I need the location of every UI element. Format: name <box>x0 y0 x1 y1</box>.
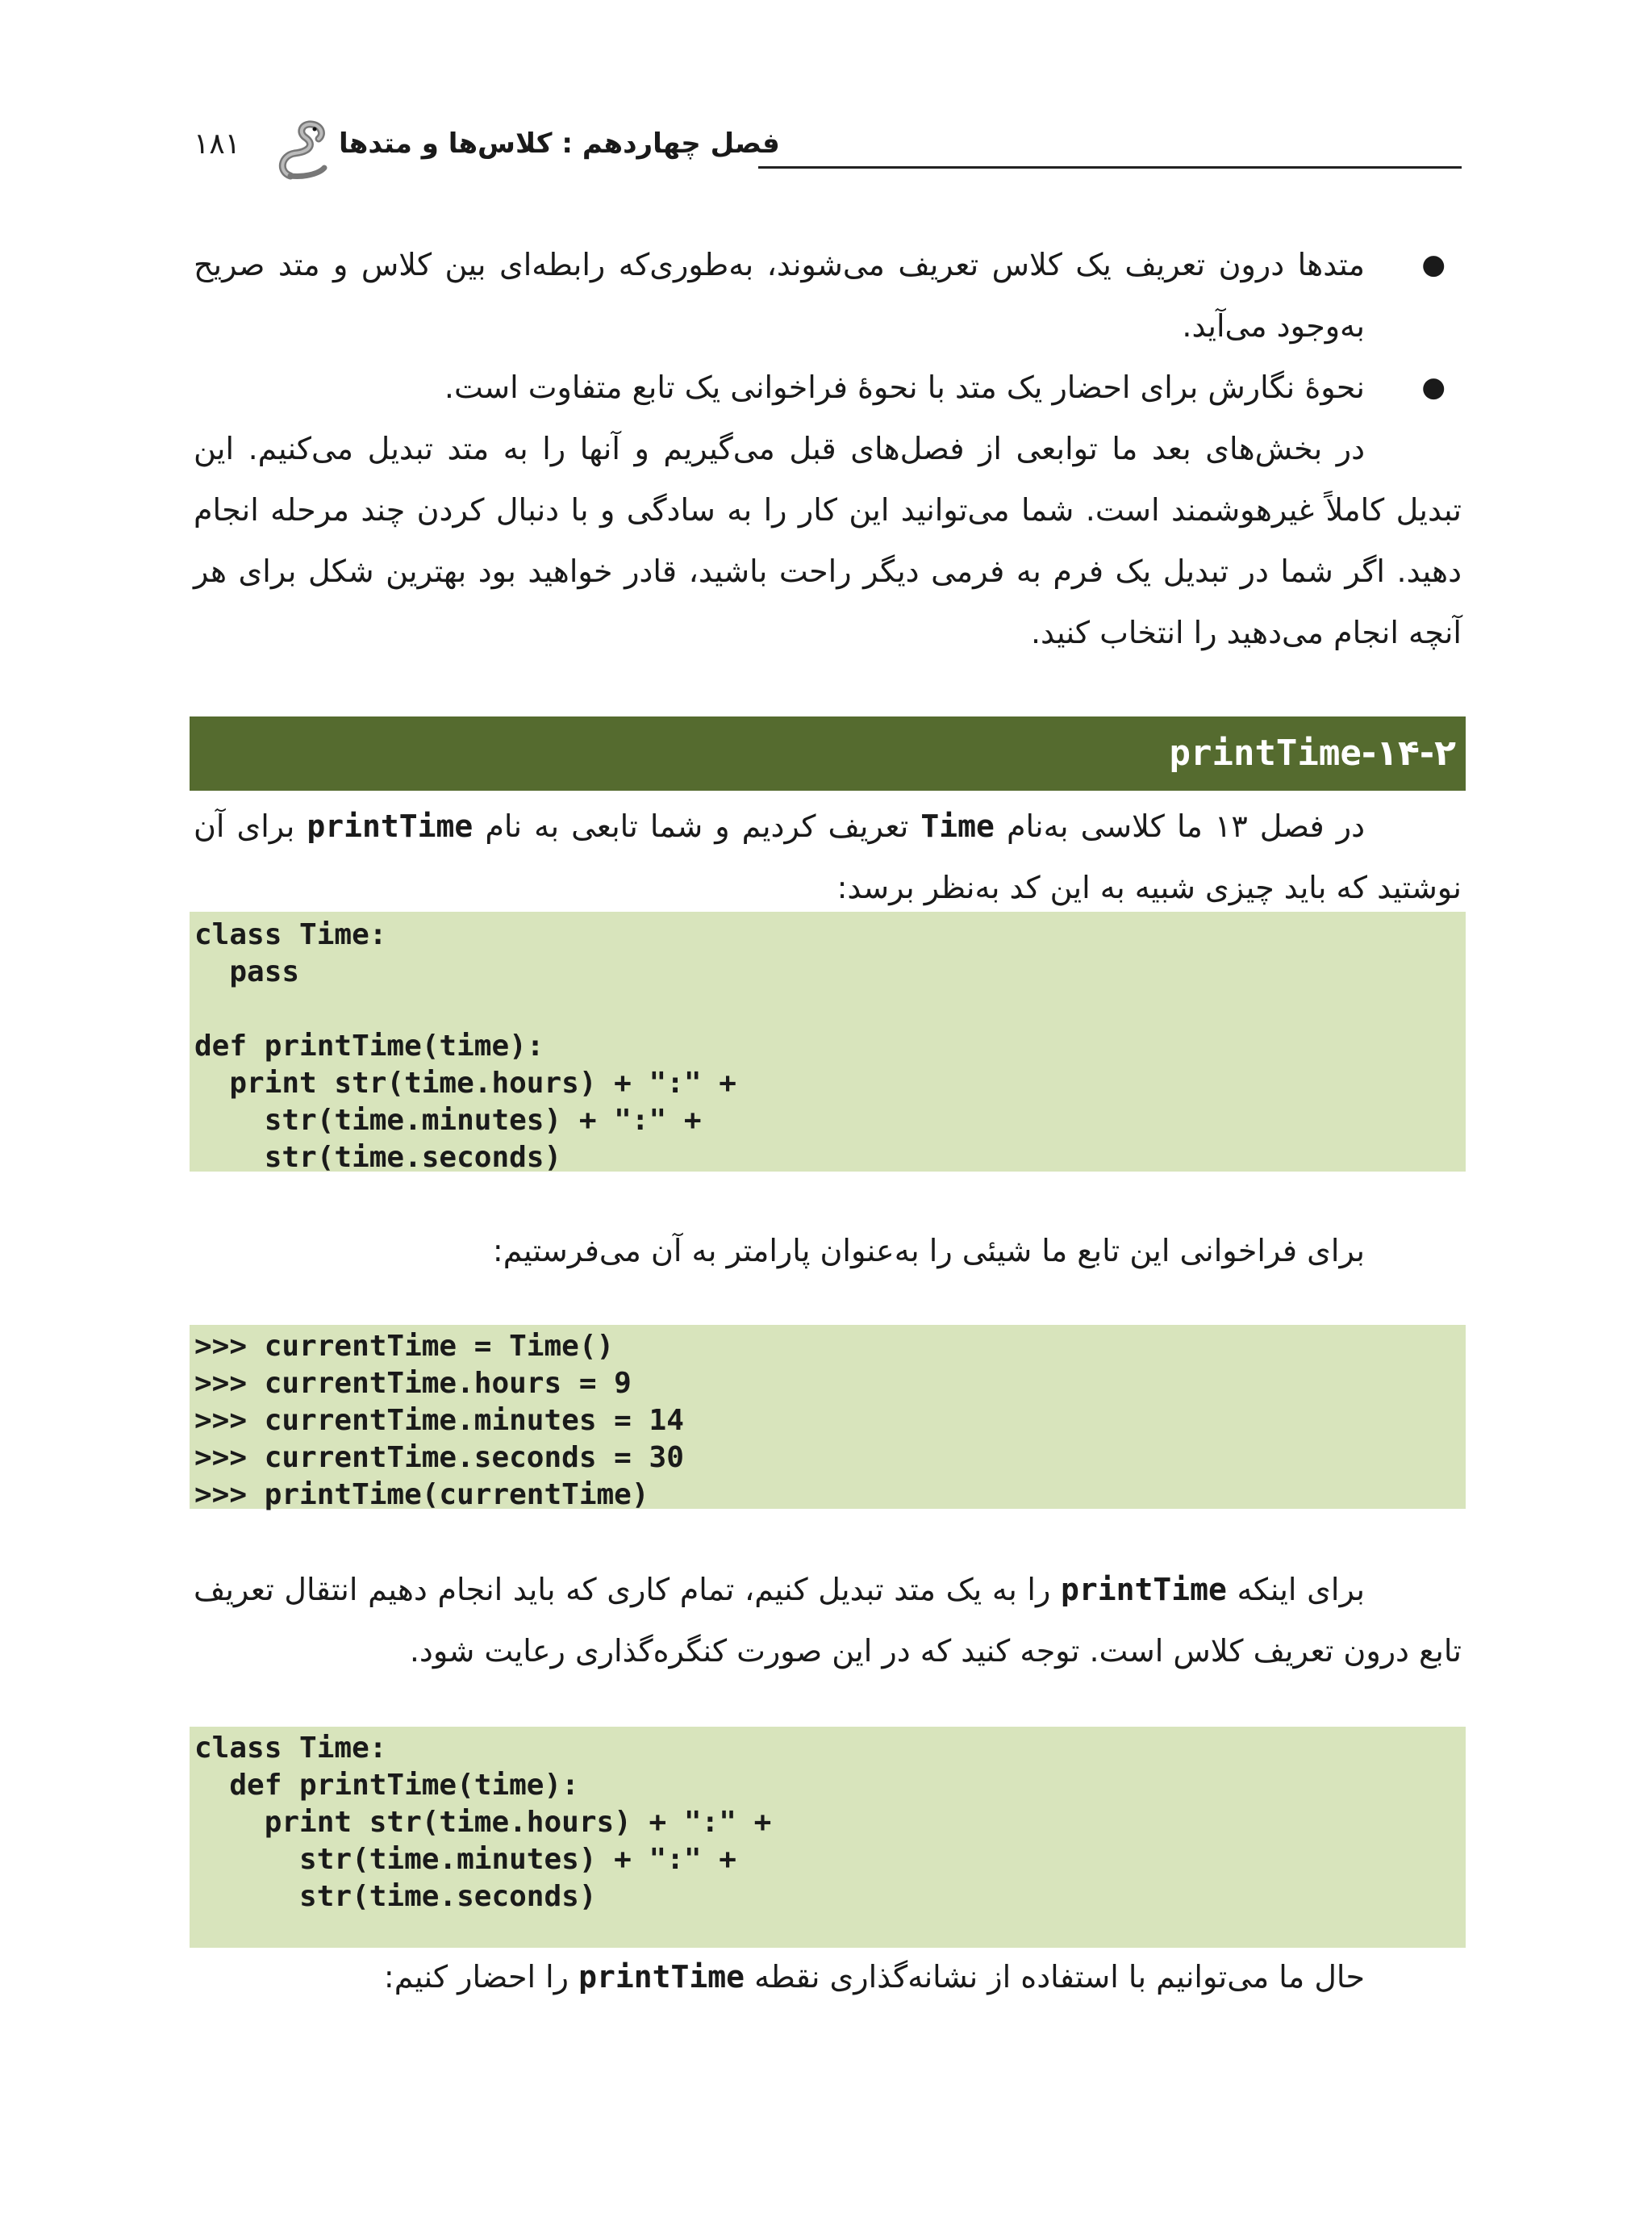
paragraph-text: برای فراخوانی این تابع ما شیئی را به‌عنوان پارامتر به آن می‌فرستیم: <box>492 1233 1365 1268</box>
section-title: printTime <box>1169 733 1362 774</box>
bullet-icon: ● <box>1421 249 1446 281</box>
paragraph-4 <box>194 1946 1462 2007</box>
chapter-title: فصل چهاردهم : کلاس‌ها و متدها <box>339 127 780 160</box>
bullet-text: نحوهٔ نگارش برای احضار یک متد با نحوهٔ فراخوانی یک تابع متفاوت است. <box>444 370 1365 405</box>
inline-code: printTime <box>1060 1572 1227 1607</box>
paragraph-text <box>194 1559 1462 1681</box>
paragraph-text <box>194 1946 1462 2007</box>
page-number: ۱۸۱ <box>194 127 241 161</box>
inline-code: printTime <box>307 808 473 844</box>
section-heading <box>190 716 1466 791</box>
text-run: را احضار کنیم: <box>383 1959 579 1995</box>
inline-code: printTime <box>578 1959 745 1995</box>
paragraph-3 <box>194 1559 1462 1681</box>
snake-logo-icon <box>274 119 331 180</box>
paragraph-2 <box>194 1220 1462 1281</box>
paragraph-text <box>194 796 1462 918</box>
code-block-3: class Time: def printTime(time): print str(time.hours) + ":" + str(time.minutes) + ":" + str(time.seconds) <box>190 1727 1466 1948</box>
text-run: برای آن نوشتید که باید چیزی شبیه به این کد به‌نظر برسد: <box>194 808 1462 905</box>
paragraph-1 <box>194 796 1462 918</box>
text-run: حال ما می‌توانیم با استفاده از نشانه‌گذاری نقطه <box>745 1959 1365 1995</box>
bullet-text: متدها درون تعریف یک کلاس تعریف می‌شوند، به‌طوری‌که رابطه‌ای بین کلاس و متد صریح به‌وجود می‌آید. <box>194 247 1365 344</box>
intro-block <box>194 234 1462 663</box>
code-block-2: >>> currentTime = Time() >>> currentTime.hours = 9 >>> currentTime.minutes = 14 >>> currentTime.seconds = 30 >>> printTime(currentTime) <box>190 1325 1466 1509</box>
text-run: را به یک متد تبدیل کنیم، تمام کاری که باید انجام دهیم انتقال تعریف تابع درون تعریف کلاس است. توجه کنید که در این صورت کنگره‌گذاری رعایت شود. <box>194 1572 1462 1669</box>
bullet-item <box>194 357 1462 418</box>
page-header <box>194 121 1462 186</box>
bullet-item <box>194 234 1462 357</box>
bullet-icon: ● <box>1421 371 1446 403</box>
section-number: ۱۴-۲- <box>1361 733 1456 774</box>
code-block-1: class Time: pass def printTime(time): print str(time.hours) + ":" + str(time.minutes) + ":" + str(time.seconds) <box>190 912 1466 1172</box>
inline-code: Time <box>920 808 995 844</box>
text-run: تعریف کردیم و شما تابعی به نام <box>473 808 921 844</box>
text-run: برای اینکه <box>1226 1572 1365 1607</box>
text-run: در فصل ۱۳ ما کلاسی به‌نام <box>994 808 1366 844</box>
intro-paragraph: در بخش‌های بعد ما توابعی از فصل‌های قبل می‌گیریم و آنها را به متد تبدیل می‌کنیم. این تبدیل کاملاً غیرهوشمند است. شما می‌توانید این کار را به سادگی و با دنبال کردن چند مرحله انجام دهید. اگر شما در تبدیل یک فرم به فرمی دیگر راحت باشید، قادر خواهید بود بهترین شکل برای هر آنچه انجام می‌دهید را انتخاب کنید. <box>194 431 1462 650</box>
header-rule <box>758 166 1462 169</box>
